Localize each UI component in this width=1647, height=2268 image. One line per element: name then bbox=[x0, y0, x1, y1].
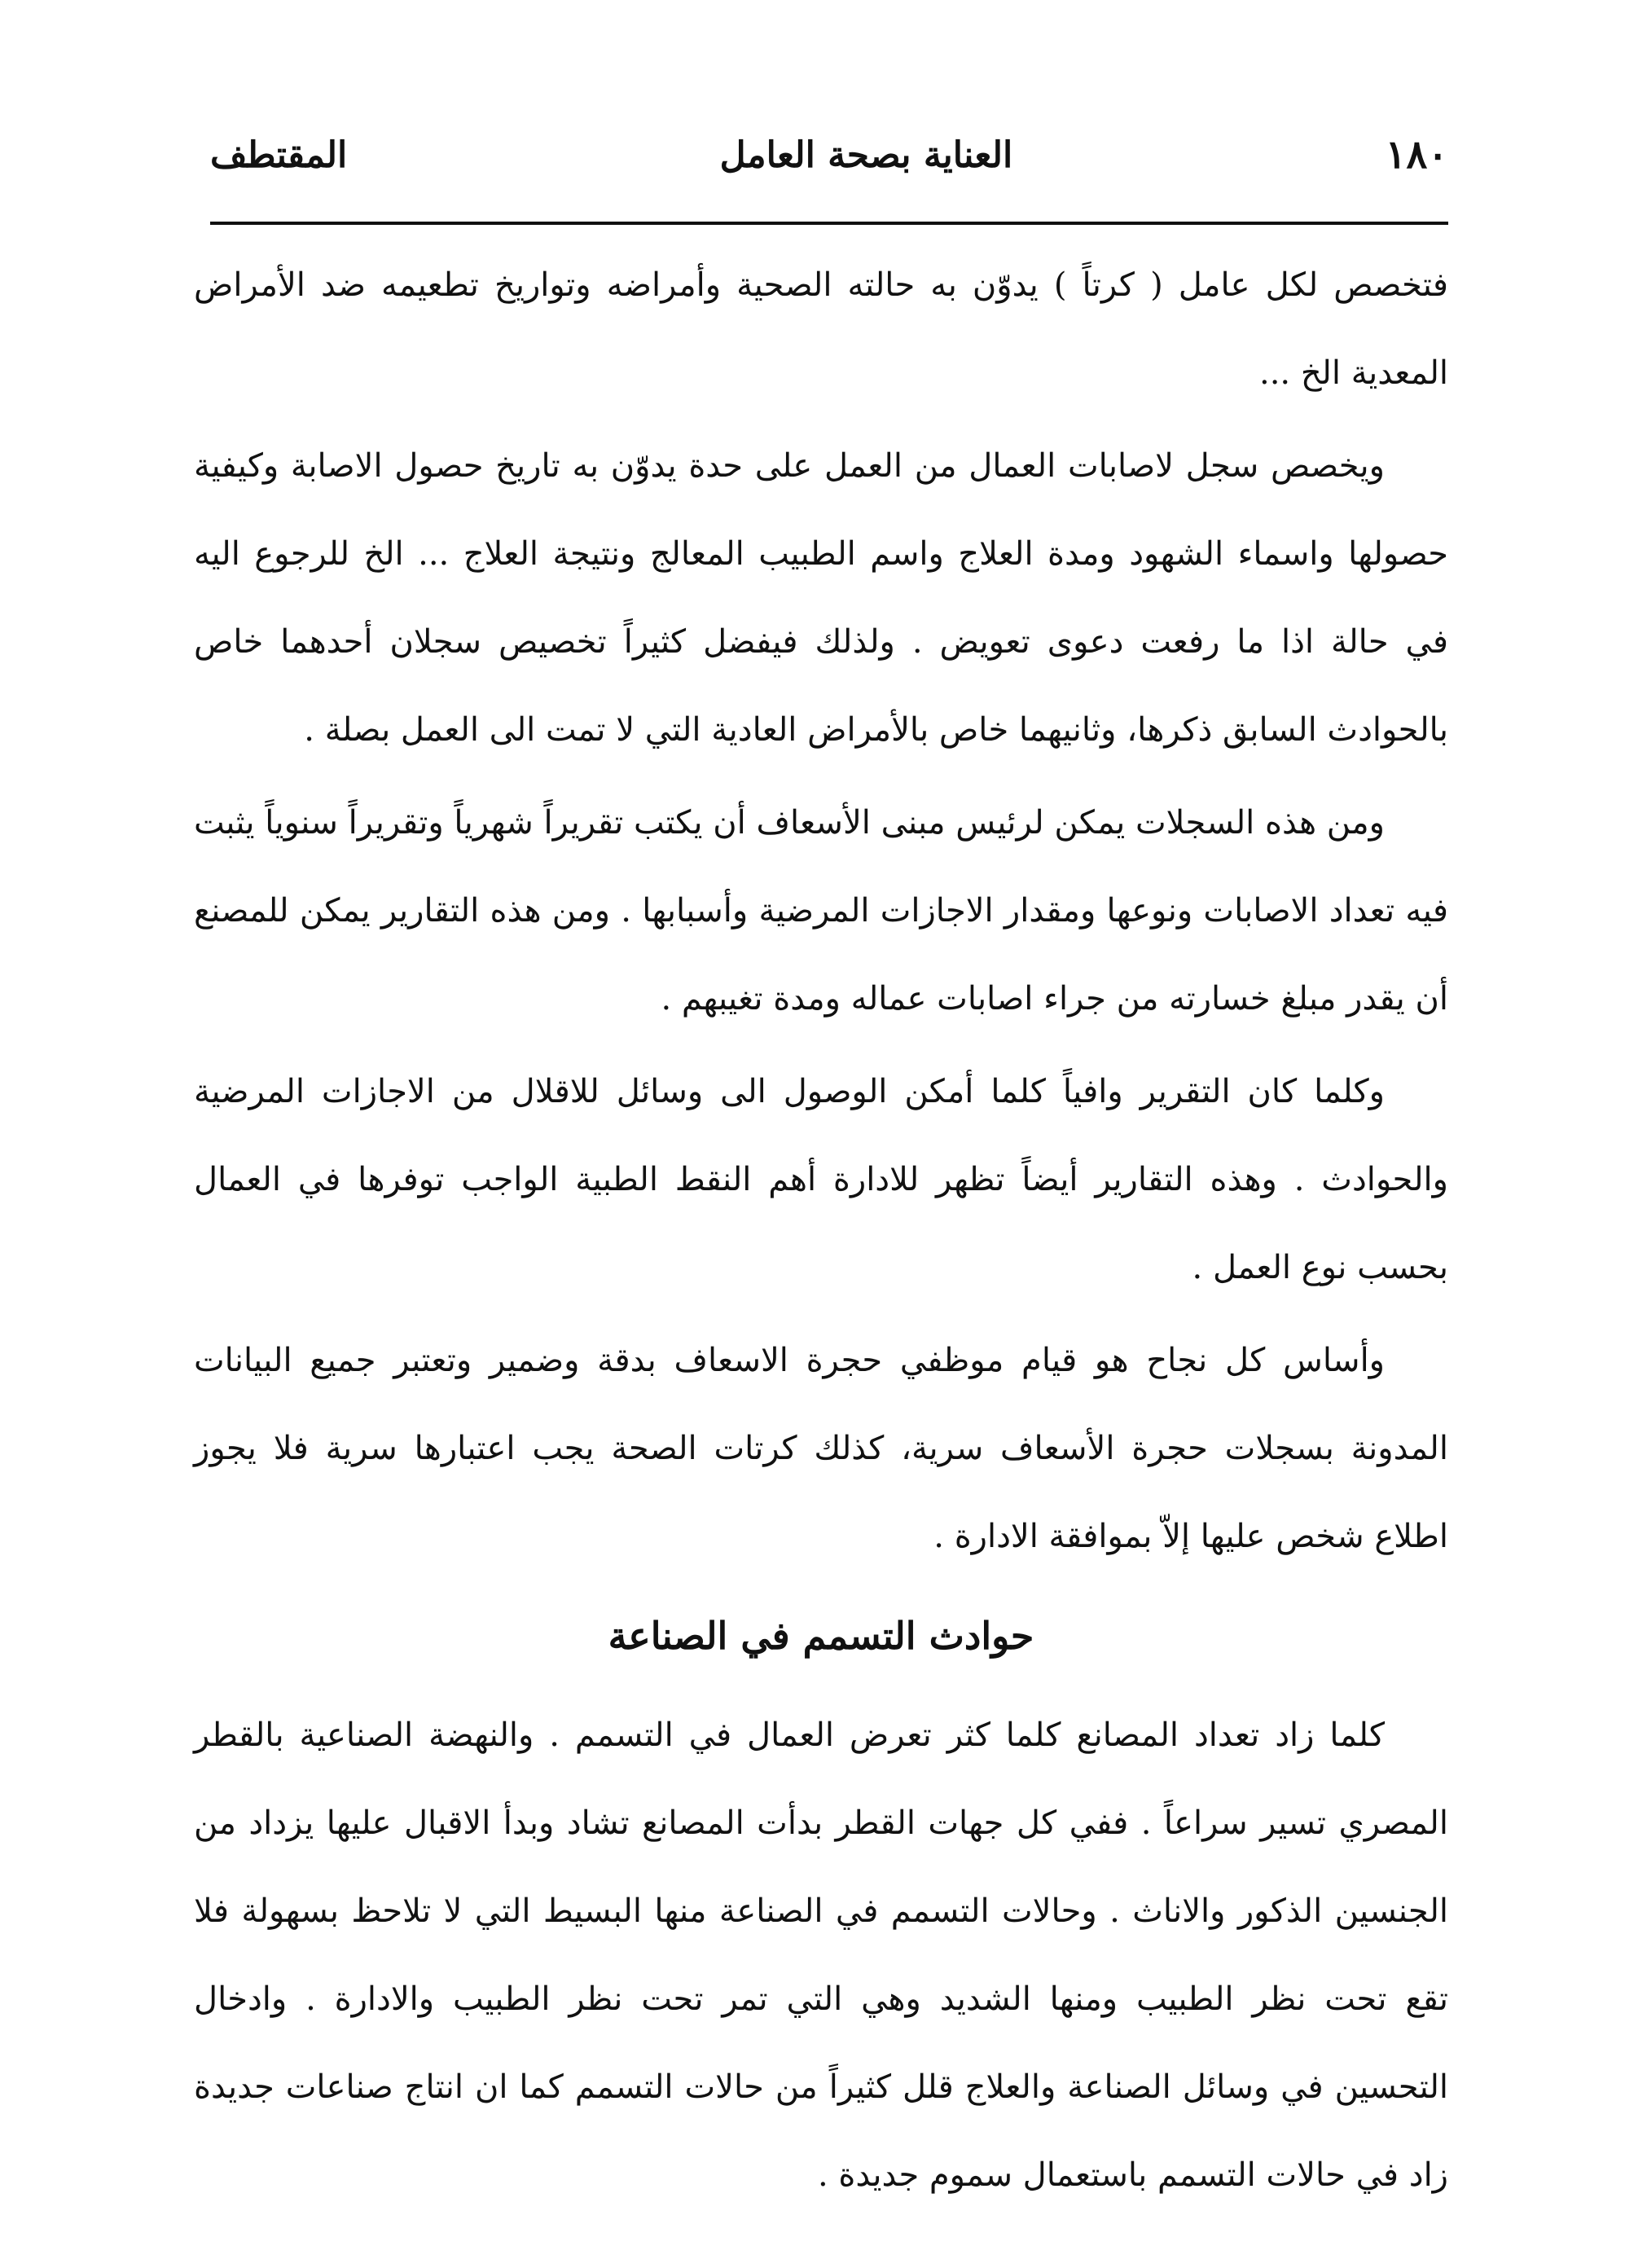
paragraph-text: كلما زاد تعداد المصانع كلما كثر تعرض العمال في التسمم . والنهضة الصناعية بالقطر المصري تسير سراعاً . ففي كل جهات القطر بدأت المصانع تشاد وبدأ الاقبال عليها يزداد من الجنسين الذكور والاناث . وحالات التسمم في الصناعة منها البسيط التي لا تلاحظ بسهولة فلا تقع تحت نظر الطبيب ومنها الشديد وهي التي تمر تحت نظر الطبيب والادارة . وادخال التحسين في وسائل الصناعة والعلاج قلل كثيراً من حالات التسمم كما ان انتاج صناعات جديدة زاد في حالات التسمم باستعمال سموم جديدة . bbox=[194, 1716, 1448, 2194]
header-rule bbox=[210, 222, 1448, 225]
page-number: ١٨٠ bbox=[1385, 132, 1448, 178]
paragraph-text: فتخصص لكل عامل ( كرتاً ) يدوّن به حالته الصحية وأمراضه وتواريخ تطعيمه ضد الأمراض المعدية الخ ... bbox=[194, 266, 1448, 392]
section-title: حوادث التسمم في الصناعة bbox=[608, 1614, 1034, 1658]
paragraph-health-card bbox=[194, 241, 1448, 417]
paragraph-text: ويخصص سجل لاصابات العمال من العمل على حدة يدوّن به تاريخ حصول الاصابة وكيفية حصولها واسماء الشهود ومدة العلاج واسم الطبيب المعالج ونتيجة العلاج ... الخ للرجوع اليه في حالة اذا ما رفعت دعوى تعويض . ولذلك فيفضل كثيراً تخصيص سجلان أحدهما خاص بالحوادث السابق ذكرها، وثانيهما خاص بالأمراض العادية التي لا تمت الى العمل بصلة . bbox=[194, 447, 1449, 749]
paragraph-text: وكلما كان التقرير وافياً كلما أمكن الوصول الى وسائل للاقلال من الاجازات المرضية والحوادث . وهذه التقارير أيضاً تظهر للادارة أهم النقط الطبية الواجب توفرها في العمال بحسب نوع العمل . bbox=[194, 1073, 1448, 1286]
page-header bbox=[210, 122, 1448, 187]
paragraph-injury-register bbox=[194, 422, 1448, 774]
paragraph-confidentiality bbox=[194, 1316, 1448, 1580]
journal-name: المقتطف bbox=[210, 134, 348, 176]
running-title: العناية بصحة العامل bbox=[719, 134, 1013, 176]
paragraph-reports bbox=[194, 779, 1448, 1043]
paragraph-text: وأساس كل نجاح هو قيام موظفي حجرة الاسعاف بدقة وضمير وتعتبر جميع البيانات المدونة بسجلات حجرة الأسعاف سرية، كذلك كرتات الصحة يجب اعتبارها سرية فلا يجوز اطلاع شخص عليها إلاّ بموافقة الادارة . bbox=[194, 1342, 1448, 1555]
paragraph-report-value bbox=[194, 1048, 1448, 1312]
paragraph-industrial-poisoning bbox=[194, 1691, 1448, 2219]
page-body bbox=[194, 241, 1448, 2219]
paragraph-text: ومن هذه السجلات يمكن لرئيس مبنى الأسعاف أن يكتب تقريراً شهرياً وتقريراً سنوياً يثبت فيه تعداد الاصابات ونوعها ومقدار الاجازات المرضية وأسبابها . ومن هذه التقارير يمكن للمصنع أن يقدر مبلغ خسارته من جراء اصابات عماله ومدة تغيبهم . bbox=[194, 804, 1448, 1018]
